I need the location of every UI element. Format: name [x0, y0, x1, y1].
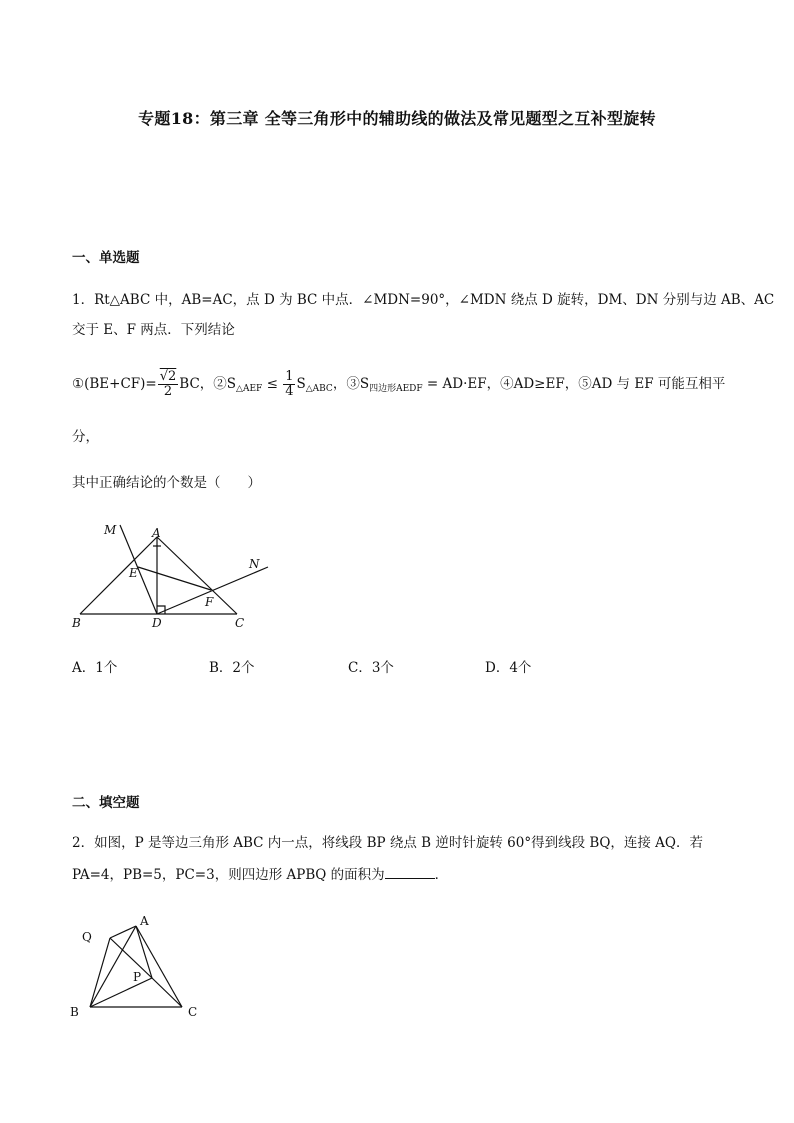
q1-formula-1-suffix: BC，②S — [179, 376, 237, 392]
label-B: B — [72, 616, 81, 630]
label-C: C — [188, 1005, 198, 1019]
segment-BP — [90, 978, 152, 1007]
q2-text-line1: 2．如图，P 是等边三角形 ABC 内一点，将线段 BP 绕点 B 逆时针旋转 60°得到线段 BQ，连接 AQ．若 — [72, 835, 703, 851]
option-d: D．4个 — [485, 660, 532, 676]
q1-formula-3-subscript: 四边形AEDF — [369, 384, 423, 394]
q2-text-body: PA=4，PB=5，PC=3，则四边形 APBQ 的面积为 — [72, 867, 385, 883]
segment-PC — [152, 978, 182, 1007]
q1-formula-2-subscript: △AEF — [236, 384, 263, 394]
fraction-denominator: 2 — [163, 384, 173, 399]
option-b: B．2个 — [209, 660, 255, 676]
q1-fraction-sqrt2-over-2 — [158, 370, 179, 399]
q2-text-end: ． — [434, 867, 449, 883]
segment-AB — [80, 537, 157, 614]
q1-geometry-figure — [64, 512, 284, 634]
label-E: E — [129, 566, 138, 580]
q1-text-line1: 1．Rt△ABC 中，AB=AC，点 D 为 BC 中点．∠MDN=90°，∠MDN 绕点 D 旋转，DM、DN 分别与边 AB、AC — [72, 292, 775, 308]
label-A: A — [140, 914, 149, 928]
q1-formula-3-prefix: ，③S — [332, 376, 370, 392]
q1-formula-line — [72, 370, 725, 403]
label-N: N — [249, 557, 260, 571]
label-B: B — [70, 1005, 79, 1019]
option-c: C．3个 — [348, 660, 394, 676]
section-heading-fill-in: 二、填空题 — [72, 795, 140, 811]
label-D: D — [152, 616, 162, 630]
q1-formula-2-area-symbol: S — [296, 376, 306, 392]
q1-text-line4: 分， — [72, 429, 99, 445]
segment-AC — [136, 926, 182, 1007]
q1-fraction-1-over-4 — [283, 370, 295, 399]
segment-AB — [90, 926, 136, 1007]
q1-formula-3-suffix: = AD·EF，④AD≥EF，⑤AD 与 EF 可能互相平 — [422, 376, 726, 392]
q1-question-prompt: 其中正确结论的个数是（ ） — [72, 475, 261, 491]
q1-text-line2: 交于 E、F 两点．下列结论 — [72, 322, 235, 338]
option-a: A．1个 — [72, 660, 118, 676]
label-M: M — [104, 523, 117, 537]
answer-blank — [385, 866, 435, 879]
page-title: 专题18：第三章 全等三角形中的辅助线的做法及常见题型之互补型旋转 — [138, 109, 656, 128]
label-P: P — [133, 970, 142, 984]
label-Q: Q — [82, 930, 92, 944]
label-A: A — [152, 526, 161, 540]
q1-formula-2-relation: ≤ — [262, 376, 283, 392]
q2-text-line2 — [72, 865, 448, 885]
fraction-denominator: 4 — [285, 384, 294, 399]
fraction-numerator: √2 — [159, 369, 177, 384]
fraction-numerator: 1 — [285, 369, 294, 384]
q1-formula-1-prefix: ①(BE+CF)= — [72, 376, 157, 392]
segment-AC — [157, 537, 237, 614]
section-heading-single-choice: 一、单选题 — [72, 250, 140, 266]
segment-BQ — [90, 938, 110, 1007]
q2-geometry-figure — [64, 905, 214, 1027]
q1-formula-2-subscript-2: △ABC — [305, 384, 333, 394]
label-C: C — [235, 616, 245, 630]
label-F: F — [205, 595, 214, 609]
